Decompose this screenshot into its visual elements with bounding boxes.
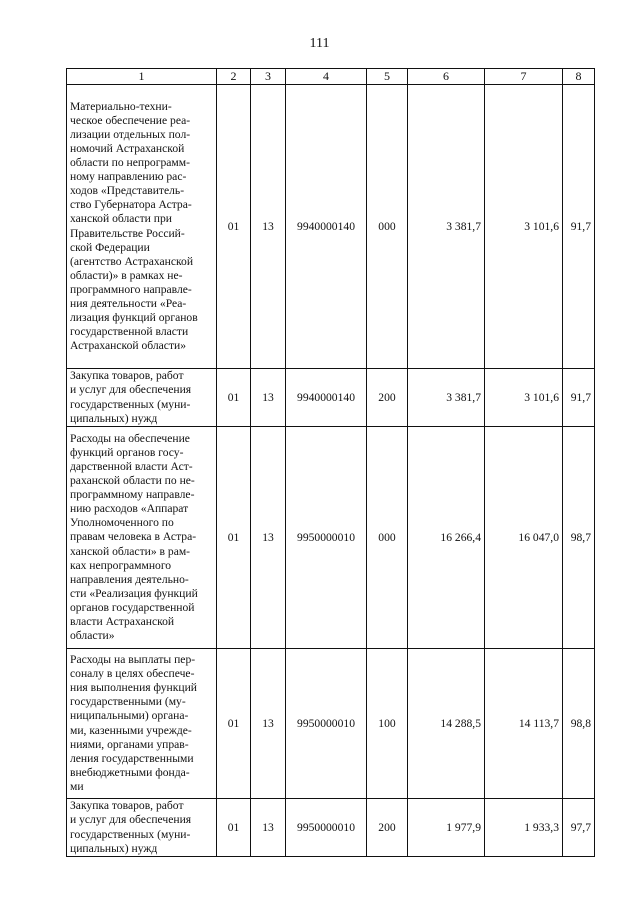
- row-description: [67, 799, 217, 857]
- subsection-code: 13: [251, 427, 286, 649]
- target-article-code: 9940000140: [286, 369, 367, 427]
- description-line: ханской области» в рам-: [70, 544, 191, 558]
- section-code: 01: [217, 649, 251, 799]
- description-line: программному направле-: [70, 488, 195, 502]
- description-line: власти Астраханской: [70, 615, 175, 629]
- description-line: ство Губернатора Астра-: [70, 198, 192, 212]
- description-line: ми: [70, 779, 84, 793]
- description-line: сти «Реализация функций: [70, 586, 198, 600]
- column-header: 3: [251, 69, 286, 85]
- section-code: 01: [217, 427, 251, 649]
- table-row: [67, 85, 595, 369]
- column-header: 2: [217, 69, 251, 85]
- description-line: функций органов госу-: [70, 445, 184, 459]
- target-article-code: 9940000140: [286, 85, 367, 369]
- row-description: [67, 649, 217, 799]
- description-line: дарственной власти Аст-: [70, 459, 193, 473]
- description-line: и услуг для обеспечения: [70, 383, 192, 397]
- row-description: [67, 427, 217, 649]
- subsection-code: 13: [251, 369, 286, 427]
- description-line: ципальных) нужд: [70, 841, 158, 855]
- expense-type-code: 100: [367, 649, 408, 799]
- expense-type-code: 000: [367, 85, 408, 369]
- subsection-code: 13: [251, 799, 286, 857]
- execution-percent: 91,7: [563, 369, 595, 427]
- description-line: нию расходов «Аппарат: [70, 502, 189, 516]
- description-line: ления государственными: [70, 751, 194, 765]
- budget-table: [66, 68, 595, 857]
- executed-amount: 1 933,3: [485, 799, 563, 857]
- description-line: лизации отдельных пол-: [70, 127, 191, 141]
- description-line: правам человека в Астра-: [70, 530, 197, 544]
- row-description: [67, 85, 217, 369]
- description-line: ханской области при: [70, 212, 172, 226]
- description-line: ческое обеспечение реа-: [70, 113, 191, 127]
- execution-percent: 98,8: [563, 649, 595, 799]
- subsection-code: 13: [251, 649, 286, 799]
- description-line: (агентство Астраханской: [70, 254, 194, 268]
- description-line: ния выполнения функций: [70, 681, 197, 695]
- description-line: Расходы на выплаты пер-: [70, 653, 196, 667]
- section-code: 01: [217, 369, 251, 427]
- executed-amount: 3 101,6: [485, 85, 563, 369]
- description-line: Закупка товаров, работ: [70, 369, 184, 383]
- column-header: 6: [408, 69, 485, 85]
- column-header: 1: [67, 69, 217, 85]
- description-line: государственных (муни-: [70, 397, 191, 411]
- description-line: соналу в целях обеспече-: [70, 667, 195, 681]
- column-header: 4: [286, 69, 367, 85]
- table-row: [67, 427, 595, 649]
- description-line: Расходы на обеспечение: [70, 431, 190, 445]
- description-line: ния деятельности «Реа-: [70, 296, 187, 310]
- description-line: Правительстве Россий-: [70, 226, 185, 240]
- planned-amount: 14 288,5: [408, 649, 485, 799]
- description-line: Уполномоченного по: [70, 516, 174, 530]
- column-header: 8: [563, 69, 595, 85]
- description-line: Астраханской области»: [70, 339, 187, 353]
- table-row: [67, 799, 595, 857]
- description-line: ниями, органами управ-: [70, 737, 189, 751]
- target-article-code: 9950000010: [286, 649, 367, 799]
- description-line: и услуг для обеспечения: [70, 813, 192, 827]
- executed-amount: 3 101,6: [485, 369, 563, 427]
- description-line: государственных (муни-: [70, 827, 191, 841]
- execution-percent: 98,7: [563, 427, 595, 649]
- description-line: ципальных) нужд: [70, 411, 158, 425]
- column-header: 7: [485, 69, 563, 85]
- description-line: органов государственной: [70, 600, 195, 614]
- description-line: государственными (му-: [70, 695, 186, 709]
- page-number: 111: [309, 36, 330, 51]
- description-line: лизация функций органов: [70, 311, 198, 325]
- expense-type-code: 200: [367, 799, 408, 857]
- planned-amount: 3 381,7: [408, 85, 485, 369]
- description-line: Закупка товаров, работ: [70, 799, 184, 813]
- description-line: ходов «Представитель-: [70, 184, 185, 198]
- target-article-code: 9950000010: [286, 799, 367, 857]
- executed-amount: 16 047,0: [485, 427, 563, 649]
- description-line: внебюджетными фонда-: [70, 765, 190, 779]
- table-row: [67, 649, 595, 799]
- execution-percent: 97,7: [563, 799, 595, 857]
- description-line: ному направлению рас-: [70, 170, 187, 184]
- description-line: области по непрограмм-: [70, 156, 190, 170]
- row-description: [67, 369, 217, 427]
- planned-amount: 1 977,9: [408, 799, 485, 857]
- expense-type-code: 200: [367, 369, 408, 427]
- description-line: области)» в рамках не-: [70, 268, 183, 282]
- description-line: ках непрограммного: [70, 558, 172, 572]
- description-line: номочий Астраханской: [70, 141, 185, 155]
- description-line: ской Федерации: [70, 240, 150, 254]
- description-line: Материально-техни-: [70, 99, 172, 113]
- section-code: 01: [217, 85, 251, 369]
- description-line: ниципальными) органа-: [70, 709, 189, 723]
- description-line: направления деятельно-: [70, 572, 189, 586]
- description-line: государственной власти: [70, 325, 189, 339]
- planned-amount: 3 381,7: [408, 369, 485, 427]
- column-header: 5: [367, 69, 408, 85]
- description-line: ми, казенными учрежде-: [70, 723, 192, 737]
- planned-amount: 16 266,4: [408, 427, 485, 649]
- target-article-code: 9950000010: [286, 427, 367, 649]
- execution-percent: 91,7: [563, 85, 595, 369]
- executed-amount: 14 113,7: [485, 649, 563, 799]
- description-line: области»: [70, 629, 115, 643]
- section-code: 01: [217, 799, 251, 857]
- description-line: раханской области по не-: [70, 474, 195, 488]
- header-row: [67, 69, 595, 85]
- subsection-code: 13: [251, 85, 286, 369]
- expense-type-code: 000: [367, 427, 408, 649]
- description-line: программного направле-: [70, 282, 192, 296]
- table-row: [67, 369, 595, 427]
